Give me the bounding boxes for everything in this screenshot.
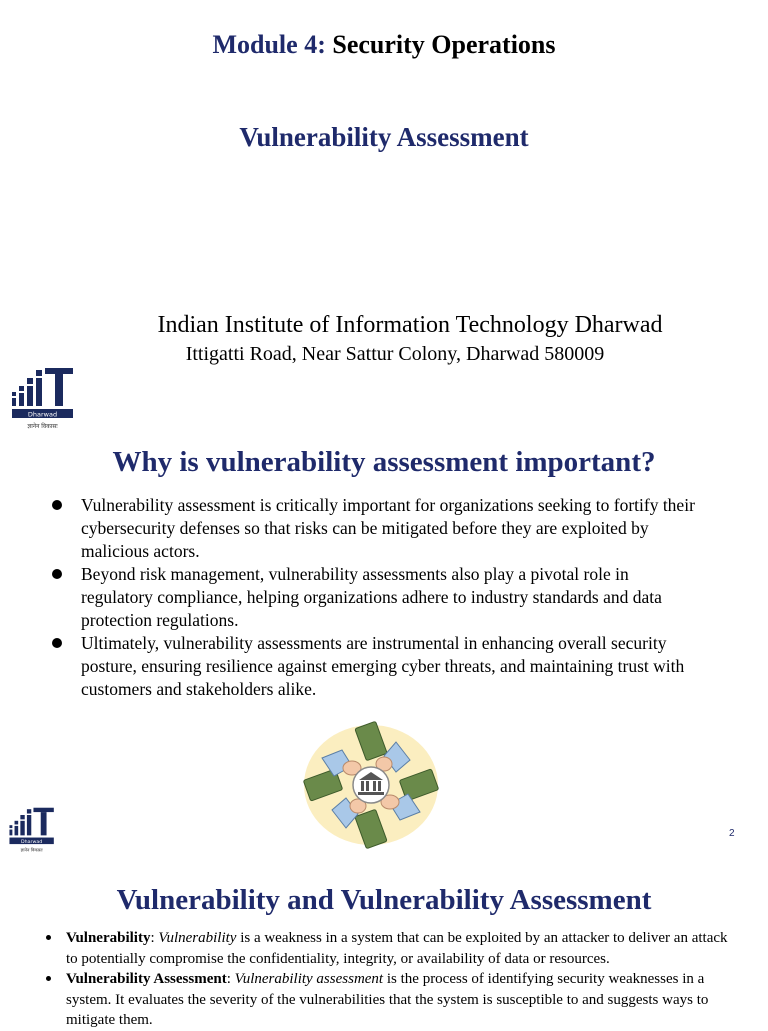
module-subtitle: Vulnerability Assessment: [239, 122, 529, 152]
title-slide: [0, 0, 768, 440]
logo-motto: ज्ञानेन विकासः: [27, 423, 58, 430]
bullet-dot-icon: [46, 976, 51, 981]
definition-separator: :: [150, 930, 159, 946]
definition-text: is a weakness in a system that can be exploited by an attacker to deliver an attack to potentially compromise the confidentiality, integrity, or availability of data or resources.: [66, 930, 728, 967]
definition-text: is the process of identifying security weaknesses in a system. It evaluates the severity of the vulnerabilities that the system is susceptible to and suggests ways to mitigate them.: [66, 971, 709, 1028]
importance-title: Why is vulnerability assessment important?: [112, 446, 656, 478]
definitions-title: Vulnerability and Vulnerability Assessment: [116, 884, 652, 916]
bullet-text: Ultimately, vulnerability assessments are instrumental in enhancing overall security posture, ensuring resilience against emerging cyber threats, and maintaining trust with customers and stakeholders alike.: [81, 633, 685, 699]
importance-slide: [0, 440, 768, 860]
bank-money-hands-illustration: [300, 720, 442, 850]
bullet-dot-icon: [52, 569, 62, 579]
page-number: 2: [729, 828, 735, 839]
iiit-dharwad-logo-small: [8, 806, 56, 856]
logo-caption: Dharwad: [27, 410, 58, 419]
definitions-slide: [0, 860, 768, 1028]
module-title-rest: Security Operations: [325, 30, 556, 59]
bullet-dot-icon: [52, 638, 62, 648]
definition-item: [45, 928, 735, 969]
bullet-item: [50, 632, 700, 701]
institute-address: Ittigatti Road, Near Sattur Colony, Dharwad 580009: [185, 343, 605, 365]
definition-separator: :: [226, 971, 235, 987]
logo-caption: Dharwad: [21, 840, 43, 845]
logo-motto: ज्ञानेन विकासः: [20, 848, 43, 854]
definition-term-italic: Vulnerability: [158, 930, 237, 946]
definitions-list: [45, 928, 735, 1031]
bullet-dot-icon: [46, 935, 51, 940]
institute-name: Indian Institute of Information Technology Dharwad: [157, 312, 663, 338]
bullet-text: Beyond risk management, vulnerability assessments also play a pivotal role in regulatory compliance, helping organizations adhere to industry standards and data protection regulations.: [81, 564, 662, 630]
importance-bullet-list: [50, 494, 700, 701]
bullet-item: [50, 494, 700, 563]
bullet-item: [50, 563, 700, 632]
module-title: [0, 30, 768, 60]
definition-term: Vulnerability: [66, 930, 151, 946]
bullet-dot-icon: [52, 500, 62, 510]
iiit-dharwad-logo: [10, 366, 76, 434]
bullet-text: Vulnerability assessment is critically important for organizations seeking to fortify their cybersecurity defenses so that risks can be mitigated before they are exploited by malicious actors.: [81, 495, 695, 561]
definition-term-italic: Vulnerability assessment: [234, 971, 384, 987]
definition-term: Vulnerability Assessment: [66, 971, 227, 987]
module-title-prefix: Module 4:: [212, 30, 326, 59]
definition-item: [45, 969, 735, 1031]
